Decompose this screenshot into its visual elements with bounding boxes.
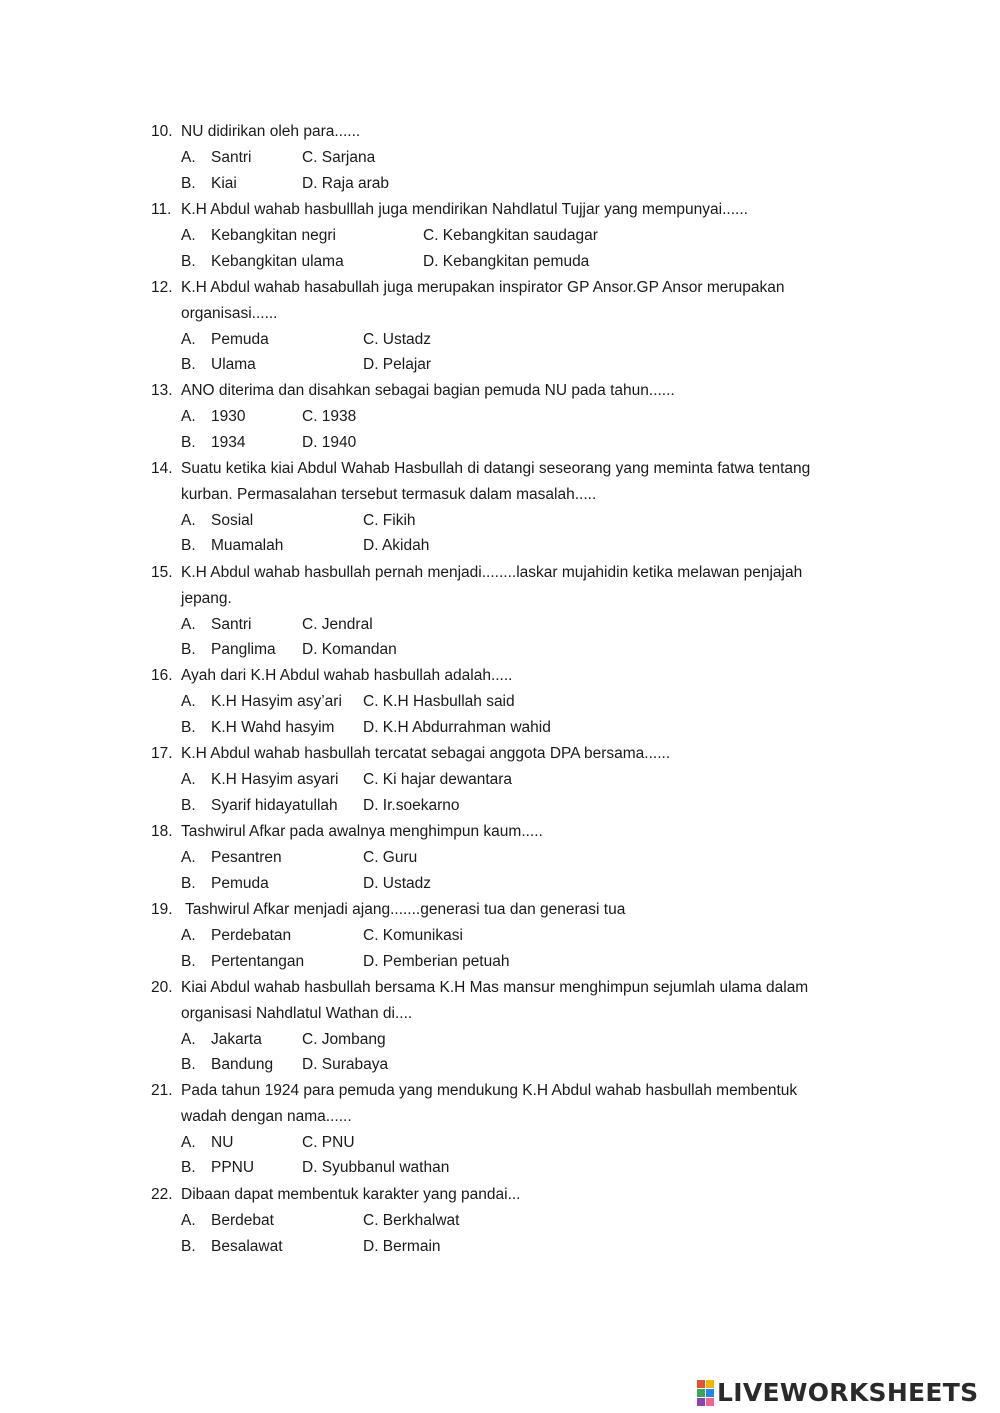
question-number: 20. [151, 979, 173, 996]
question-text: Kiai Abdul wahab hasbullah bersama K.H Mas mansur menghimpun sejumlah ulama dalam [181, 979, 809, 996]
question-text: jepang. [181, 589, 232, 607]
answer-option[interactable]: Syarif hidayatullah [211, 796, 338, 814]
answer-option[interactable]: D. Raja arab [302, 174, 390, 192]
answer-option[interactable]: Sosial [211, 511, 254, 529]
answer-option[interactable]: Kebangkitan ulama [211, 252, 344, 270]
answer-option-row [151, 637, 881, 663]
question-text: kurban. Permasalahan tersebut termasuk dalam masalah..... [181, 485, 597, 503]
question-number: 21. [151, 1082, 173, 1099]
answer-option[interactable]: NU [211, 1133, 234, 1151]
option-letter: A. [181, 330, 196, 348]
question-number: 18. [151, 823, 173, 840]
option-letter: B. [181, 537, 196, 555]
question-block [151, 197, 881, 274]
answer-option[interactable]: D. Syubbanul wathan [302, 1159, 450, 1177]
answer-option[interactable]: C. Berkhalwat [363, 1211, 460, 1229]
answer-option-row [151, 223, 881, 249]
question-block [151, 275, 881, 378]
question-text: K.H Abdul wahab hasbulllah juga mendirikan Nahdlatul Tujjar yang mempunyai...... [181, 201, 748, 218]
question-text: K.H Abdul wahab hasbullah tercatat sebagai anggota DPA bersama...... [181, 745, 671, 762]
answer-option[interactable]: D. Pelajar [363, 356, 432, 374]
answer-option-row [151, 1208, 881, 1234]
answer-option[interactable]: D. Ustadz [363, 874, 432, 892]
option-letter: A. [181, 407, 196, 425]
question-block [151, 975, 881, 1078]
question-text: K.H Abdul wahab hasabullah juga merupakan inspirator GP Ansor.GP Ansor merupakan [181, 279, 785, 296]
question-block [151, 560, 881, 663]
answer-option[interactable]: K.H Hasyim asy’ari [211, 692, 342, 710]
option-letter: A. [181, 926, 196, 944]
answer-option[interactable]: Santri [211, 615, 252, 633]
option-letter: B. [181, 641, 196, 659]
answer-option-row [151, 430, 881, 456]
answer-option-row [151, 1052, 881, 1078]
answer-option-row [151, 871, 881, 897]
answer-option[interactable]: D. Pemberian petuah [363, 952, 510, 970]
question-text: organisasi Nahdlatul Wathan di.... [181, 1004, 413, 1022]
answer-option[interactable]: Pesantren [211, 848, 282, 866]
answer-option-row [151, 689, 881, 715]
question-block [151, 663, 881, 740]
logo-square [697, 1380, 705, 1388]
question-block [151, 378, 881, 455]
question-block [151, 897, 881, 974]
question-text: wadah dengan nama...... [181, 1107, 352, 1125]
answer-option[interactable]: Pemuda [211, 330, 269, 348]
question-block [151, 1078, 881, 1181]
question-number: 11. [151, 201, 172, 218]
question-block [151, 819, 881, 896]
question-number: 12. [151, 279, 173, 296]
answer-option[interactable]: Kiai [211, 174, 237, 192]
question-number [151, 1001, 181, 1027]
answer-option[interactable]: D. Komandan [302, 641, 397, 659]
answer-option[interactable]: C. 1938 [302, 407, 357, 425]
answer-option-row [151, 845, 881, 871]
liveworksheets-logo[interactable] [697, 1378, 978, 1407]
answer-option-row [151, 404, 881, 430]
answer-option-row [151, 1155, 881, 1181]
logo-square [706, 1380, 714, 1388]
option-letter: A. [181, 1211, 196, 1229]
answer-option[interactable]: C. Sarjana [302, 148, 376, 166]
answer-option[interactable]: Panglima [211, 641, 276, 659]
answer-option[interactable]: D. 1940 [302, 433, 357, 451]
question-number [151, 586, 181, 612]
question-number [151, 301, 181, 327]
answer-option[interactable]: Berdebat [211, 1211, 274, 1229]
question-number: 10. [151, 123, 173, 140]
answer-option-row [151, 793, 881, 819]
question-number: 14. [151, 460, 173, 477]
answer-option[interactable]: Perdebatan [211, 926, 292, 944]
answer-option[interactable]: D. Ir.soekarno [363, 796, 460, 814]
answer-option-row [151, 145, 881, 171]
logo-square [706, 1389, 714, 1397]
answer-option[interactable]: Pertentangan [211, 952, 305, 970]
question-text: Dibaan dapat membentuk karakter yang pandai... [181, 1186, 521, 1203]
option-letter: B. [181, 874, 196, 892]
option-letter: A. [181, 226, 196, 244]
option-letter: B. [181, 718, 196, 736]
answer-option-row [151, 715, 881, 741]
answer-option[interactable]: D. Surabaya [302, 1056, 389, 1074]
answer-option[interactable]: C. Jendral [302, 615, 373, 633]
option-letter: B. [181, 252, 196, 270]
question-text: Ayah dari K.H Abdul wahab hasbullah adalah..... [181, 667, 513, 684]
answer-option-row [151, 352, 881, 378]
answer-option[interactable]: Kebangkitan negri [211, 226, 336, 244]
answer-option[interactable]: Jakarta [211, 1030, 262, 1048]
answer-option[interactable]: Ulama [211, 356, 256, 374]
option-letter: B. [181, 174, 196, 192]
question-block [151, 456, 881, 559]
answer-option[interactable]: C. Komunikasi [363, 926, 463, 944]
answer-option[interactable]: C. K.H Hasbullah said [363, 692, 515, 710]
question-number: 17. [151, 745, 173, 762]
question-text: organisasi...... [181, 304, 278, 322]
answer-option[interactable]: Pemuda [211, 874, 269, 892]
answer-option[interactable]: C. Ki hajar dewantara [363, 770, 513, 788]
answer-option-row [151, 249, 881, 275]
option-letter: A. [181, 511, 196, 529]
option-letter: A. [181, 1133, 196, 1151]
question-text: ANO diterima dan disahkan sebagai bagian pemuda NU pada tahun...... [181, 382, 675, 399]
option-letter: B. [181, 1159, 196, 1177]
answer-option[interactable]: K.H Wahd hasyim [211, 718, 335, 736]
answer-option-row [151, 767, 881, 793]
option-letter: B. [181, 952, 196, 970]
option-letter: A. [181, 692, 196, 710]
option-letter: B. [181, 1237, 196, 1255]
answer-option[interactable]: Besalawat [211, 1237, 283, 1255]
answer-option[interactable]: Bandung [211, 1056, 274, 1074]
answer-option-row [151, 1234, 881, 1260]
answer-option[interactable]: D. Kebangkitan pemuda [423, 252, 590, 270]
question-number: 22. [151, 1186, 173, 1203]
question-block [151, 119, 881, 196]
logo-square [697, 1398, 705, 1406]
option-letter: A. [181, 848, 196, 866]
answer-option[interactable]: C. Fikih [363, 511, 416, 529]
answer-option[interactable]: Santri [211, 148, 252, 166]
answer-option-row [151, 923, 881, 949]
question-number [151, 482, 181, 508]
logo-mark-icon [697, 1380, 714, 1406]
question-number: 16. [151, 667, 173, 684]
question-text: NU didirikan oleh para...... [181, 123, 361, 140]
answer-option[interactable]: C. Guru [363, 848, 418, 866]
question-number: 19. [151, 901, 173, 918]
answer-option-row [151, 508, 881, 534]
answer-option[interactable]: PPNU [211, 1159, 255, 1177]
option-letter: B. [181, 356, 196, 374]
answer-option[interactable]: D. Akidah [363, 537, 430, 555]
answer-option-row [151, 533, 881, 559]
question-text: Tashwirul Afkar pada awalnya menghimpun kaum..... [181, 823, 543, 840]
answer-option-row [151, 1130, 881, 1156]
logo-square [697, 1389, 705, 1397]
question-block [151, 1182, 881, 1259]
answer-option[interactable]: C. Ustadz [363, 330, 432, 348]
question-text: Suatu ketika kiai Abdul Wahab Hasbullah di datangi seseorang yang meminta fatwa tentang [181, 460, 811, 477]
option-letter: A. [181, 148, 196, 166]
answer-option[interactable]: D. K.H Abdurrahman wahid [363, 718, 551, 736]
answer-option-row [151, 949, 881, 975]
question-block [151, 741, 881, 818]
answer-option[interactable]: C. Kebangkitan saudagar [423, 226, 598, 244]
option-letter: B. [181, 1056, 196, 1074]
question-number [151, 1104, 181, 1130]
answer-option[interactable]: C. Jombang [302, 1030, 386, 1048]
answer-option-row [151, 327, 881, 353]
question-text: Pada tahun 1924 para pemuda yang mendukung K.H Abdul wahab hasbullah membentuk [181, 1082, 798, 1099]
answer-option[interactable]: K.H Hasyim asyari [211, 770, 339, 788]
option-letter: A. [181, 615, 196, 633]
question-number: 13. [151, 382, 173, 399]
answer-option[interactable]: D. Bermain [363, 1237, 441, 1255]
option-letter: A. [181, 770, 196, 788]
answer-option[interactable]: 1934 [211, 433, 246, 451]
answer-option[interactable]: Muamalah [211, 537, 284, 555]
answer-option[interactable]: 1930 [211, 407, 246, 425]
logo-text: LIVEWORKSHEETS [717, 1378, 979, 1407]
option-letter: B. [181, 433, 196, 451]
answer-option[interactable]: C. PNU [302, 1133, 355, 1151]
option-letter: A. [181, 1030, 196, 1048]
answer-option-row [151, 612, 881, 638]
answer-option-row [151, 1027, 881, 1053]
answer-option-row [151, 171, 881, 197]
logo-square [706, 1398, 714, 1406]
question-number: 15. [151, 564, 173, 581]
question-text: Tashwirul Afkar menjadi ajang.......generasi tua dan generasi tua [181, 901, 626, 918]
option-letter: B. [181, 796, 196, 814]
question-text: K.H Abdul wahab hasbullah pernah menjadi........laskar mujahidin ketika melawan penjajah [181, 564, 803, 581]
